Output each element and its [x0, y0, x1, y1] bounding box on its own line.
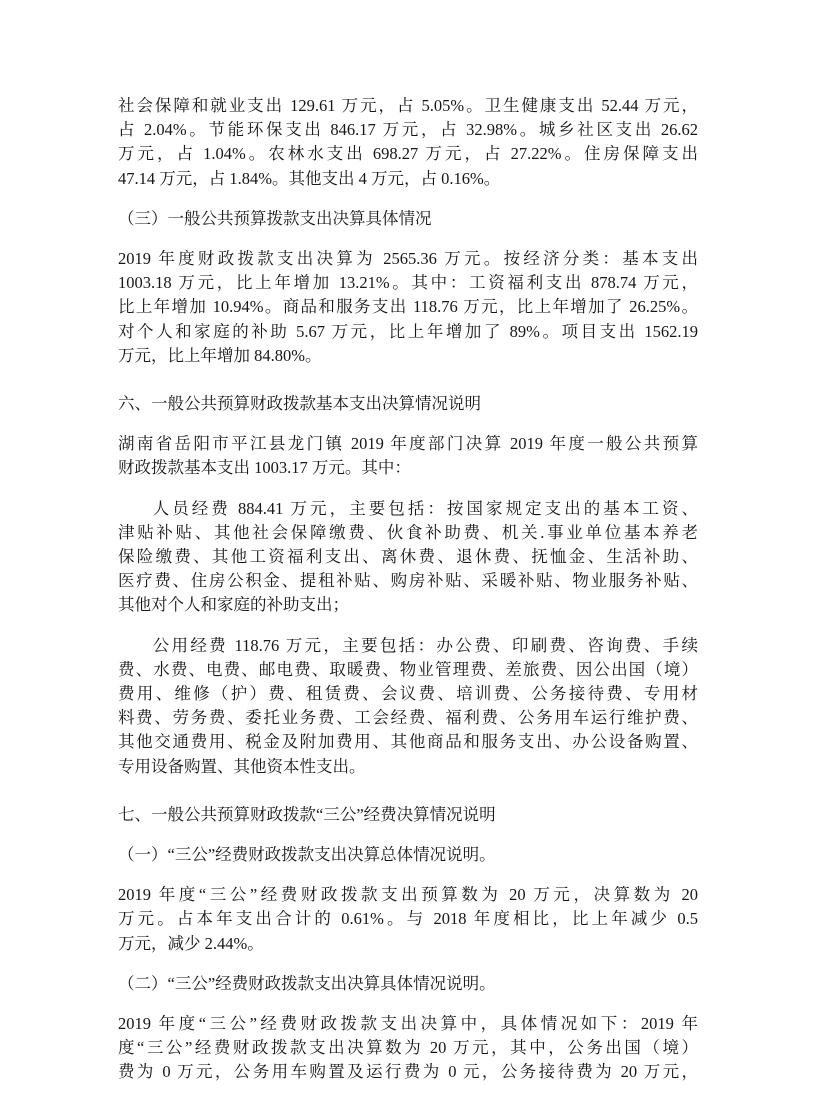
- text-line: 料费、劳务费、委托业务费、工会经费、福利费、公务用车运行维护费、: [118, 708, 698, 728]
- document-page: [118, 94, 698, 1101]
- text-line: 万元，减少 2.44%。: [118, 933, 264, 953]
- text-line: 社会保障和就业支出 129.61 万元，占 5.05%。卫生健康支出 52.44 万元，: [118, 96, 698, 115]
- text-line: 1003.18 万元，比上年增加 13.21%。其中：工资福利支出 878.74 万元，: [118, 273, 698, 293]
- text-line: 费为 0 万元，公务用车购置及运行费为 0 元，公务接待费为 20 万元，: [118, 1062, 698, 1082]
- text-line: 47.14 万元，占 1.84%。其他支出 4 万元，占 0.16%。: [118, 168, 501, 188]
- text-line: 其他对个人和家庭的补助支出；: [118, 595, 349, 615]
- text-line: 医疗费、住房公积金、提租补贴、购房补贴、采暖补贴、物业服务补贴、: [118, 571, 698, 591]
- text-line: 比上年增加 10.94%。商品和服务支出 118.76 万元，比上年增加了 26.25%。: [118, 297, 698, 317]
- text-line: 2019 年度“三公”经费财政拨款支出预算数为 20 万元，决算数为 20: [118, 885, 698, 905]
- text-line: 万元，比上年增加 84.80%。: [118, 345, 322, 365]
- subsection-heading-line: （三）一般公共预算拨款支出决算具体情况: [118, 208, 432, 228]
- text-line: 费、水费、电费、邮电费、取暖费、物业管理费、差旅费、因公出国（境）: [118, 659, 698, 679]
- section-heading-line: 七、一般公共预算财政拨款“三公”经费决算情况说明: [118, 804, 496, 824]
- text-line: 度“三公”经费财政拨款支出决算数为 20 万元，其中，公务出国（境）: [118, 1038, 698, 1058]
- text-line: 专用设备购置、其他资本性支出。: [118, 756, 366, 776]
- text-line: 公用经费 118.76 万元，主要包括：办公费、印刷费、咨询费、手续: [152, 635, 698, 655]
- text-line: 万元，占 1.04%。农林水支出 698.27 万元，占 27.22%。住房保障支出: [118, 144, 698, 164]
- subsection-heading-line: （二）“三公”经费财政拨款支出决算具体情况说明。: [118, 973, 496, 993]
- text-line: 对个人和家庭的补助 5.67 万元，比上年增加了 89%。项目支出 1562.19: [118, 321, 698, 341]
- text-line: 人员经费 884.41 万元，主要包括：按国家规定支出的基本工资、: [152, 498, 698, 518]
- section-heading-line: 六、一般公共预算财政拨款基本支出决算情况说明: [118, 394, 481, 414]
- text-line: 万元。占本年支出合计的 0.61%。与 2018 年度相比，比上年减少 0.5: [118, 909, 698, 929]
- text-line: 湖南省岳阳市平江县龙门镇 2019 年度部门决算 2019 年度一般公共预算: [118, 434, 698, 454]
- text-line: 保险缴费、其他工资福利支出、离休费、退休费、抚恤金、生活补助、: [118, 547, 698, 566]
- text-line: 费用、维修（护）费、租赁费、会议费、培训费、公务接待费、专用材: [118, 683, 698, 703]
- text-line: 财政拨款基本支出 1003.17 万元。其中：: [118, 458, 411, 478]
- text-line: 其他交通费用、税金及附加费用、其他商品和服务支出、办公设备购置、: [118, 732, 698, 752]
- subsection-heading-line: （一）“三公”经费财政拨款支出决算总体情况说明。: [118, 845, 496, 865]
- text-line: 2019 年度财政拨款支出决算为 2565.36 万元。按经济分类：基本支出: [118, 248, 698, 268]
- text-line: 占 2.04%。节能环保支出 846.17 万元，占 32.98%。城乡社区支出 26.62: [118, 120, 698, 140]
- text-line: 津贴补贴、其他社会保障缴费、伙食补助费、机关.事业单位基本养老: [118, 522, 698, 542]
- text-line: 2019 年度“三公”经费财政拨款支出决算中，具体情况如下：2019 年: [118, 1014, 698, 1033]
